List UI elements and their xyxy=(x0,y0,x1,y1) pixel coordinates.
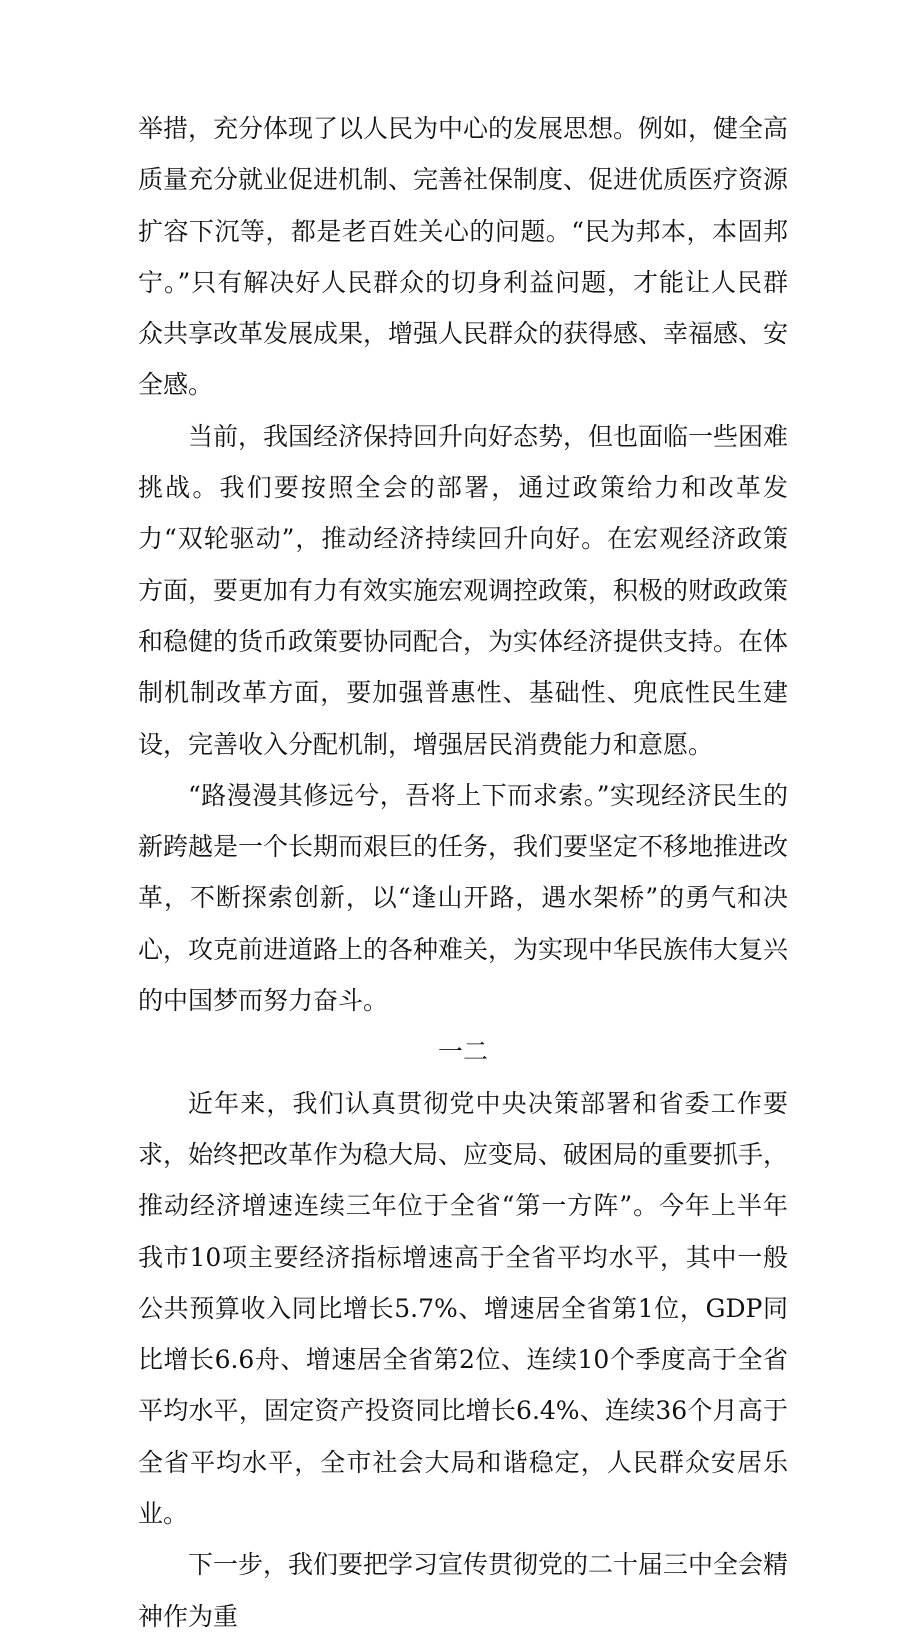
paragraph-quote: “路漫漫其修远兮，吾将上下而求索。”实现经济民生的新跨越是一个长期而艰巨的任务，我们要坚定不移地推进改革，不断探索创新，以“逢山开路，遇水架桥”的勇气和决心，攻克前进道路上的各种难关，为实现中华民族伟大复兴的中国梦而努力奋斗。 xyxy=(138,780,789,1016)
paragraph-economy: 当前，我国经济保持回升向好态势，但也面临一些困难挑战。我们要按照全会的部署，通过政策给力和改革发力“双轮驱动”，推动经济持续回升向好。在宏观经济政策方面，要更加有力有效实施宏观调控政策，积极的财政政策和稳健的货币政策要协同配合，为实体经济提供支持。在体制机制改革方面，要加强普惠性、基础性、兜底性民生建设，完善收入分配机制，增强居民消费能力和意愿。 xyxy=(138,421,789,759)
document-body xyxy=(138,103,788,1642)
paragraph-continued: 举措，充分体现了以人民为中心的发展思想。例如，健全高质量充分就业促进机制、完善社保制度、促进优质医疗资源扩容下沉等，都是老百姓关心的问题。“民为邦本，本固邦宁。”只有解决好人民群众的切身利益问题，才能让人民群众共享改革发展成果，增强人民群众的获得感、幸福感、安全感。 xyxy=(138,114,789,400)
section-heading: 一二 xyxy=(437,1037,488,1067)
paragraph-next-step: 下一步，我们要把学习宣传贯彻党的二十届三中全会精神作为重 xyxy=(138,1550,789,1631)
paragraph-achievements: 近年来，我们认真贯彻党中央决策部署和省委工作要求，始终把改革作为稳大局、应变局、破困局的重要抓手，推动经济增速连续三年位于全省“第一方阵”。今年上半年我市10项主要经济指标增速高于全省平均水平，其中一般公共预算收入同比增长5.7%、增速居全省第1位，GDP同比增长6.6舟、增速居全省第2位、连续10个季度高于全省平均水平，固定资产投资同比增长6.4%、连续36个月高于全省平均水平，全市社会大局和谐稳定，人民群众安居乐业。 xyxy=(138,1088,789,1529)
